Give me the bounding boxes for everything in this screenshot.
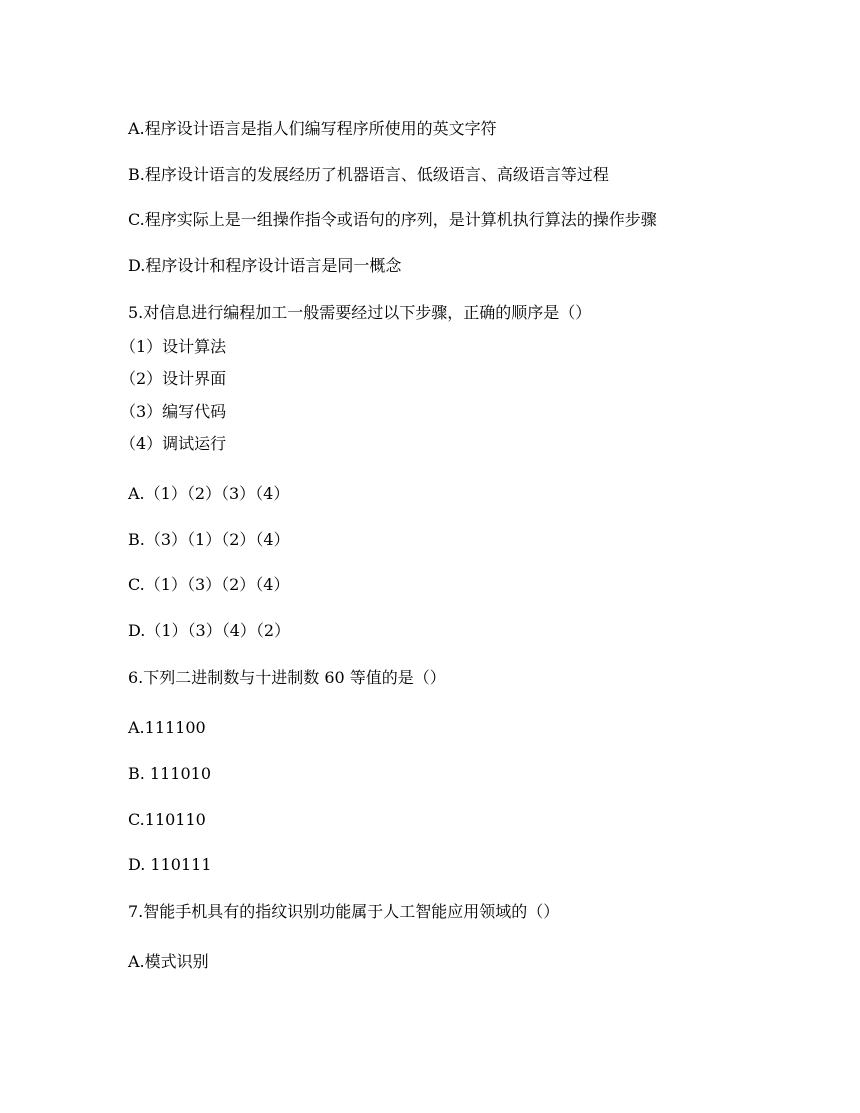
q5-option-d: D.（1）（3）（4）（2） — [128, 621, 291, 640]
q6-option-b: B. 111010 — [128, 764, 212, 783]
q5-option-b: B.（3）（1）（2）（4） — [128, 530, 290, 549]
q4-option-b: B.程序设计语言的发展经历了机器语言、低级语言、高级语言等过程 — [128, 165, 609, 184]
q5-step-3: （3）编写代码 — [120, 402, 227, 421]
q5-step-1: （1）设计算法 — [120, 337, 227, 356]
q4-option-d: D.程序设计和程序设计语言是同一概念 — [128, 256, 402, 275]
q6-option-c: C.110110 — [128, 810, 206, 829]
q4-option-a: A.程序设计语言是指人们编写程序所使用的英文字符 — [128, 119, 497, 138]
q7-stem: 7.智能手机具有的指纹识别功能属于人工智能应用领域的（） — [128, 902, 560, 921]
q7-option-a: A.模式识别 — [128, 952, 209, 971]
q5-option-c: C.（1）（3）（2）（4） — [128, 575, 290, 594]
q5-step-4: （4）调试运行 — [120, 434, 227, 453]
q4-option-c: C.程序实际上是一组操作指令或语句的序列，是计算机执行算法的操作步骤 — [128, 210, 657, 229]
q6-stem: 6.下列二进制数与十进制数 60 等值的是（） — [128, 668, 446, 687]
q6-option-a: A.111100 — [128, 718, 206, 737]
q5-stem: 5.对信息进行编程加工一般需要经过以下步骤，正确的顺序是（） — [128, 303, 592, 322]
q5-option-a: A.（1）（2）（3）（4） — [128, 484, 290, 503]
q5-step-2: （2）设计界面 — [120, 369, 227, 388]
q6-option-d: D. 110111 — [128, 855, 212, 874]
